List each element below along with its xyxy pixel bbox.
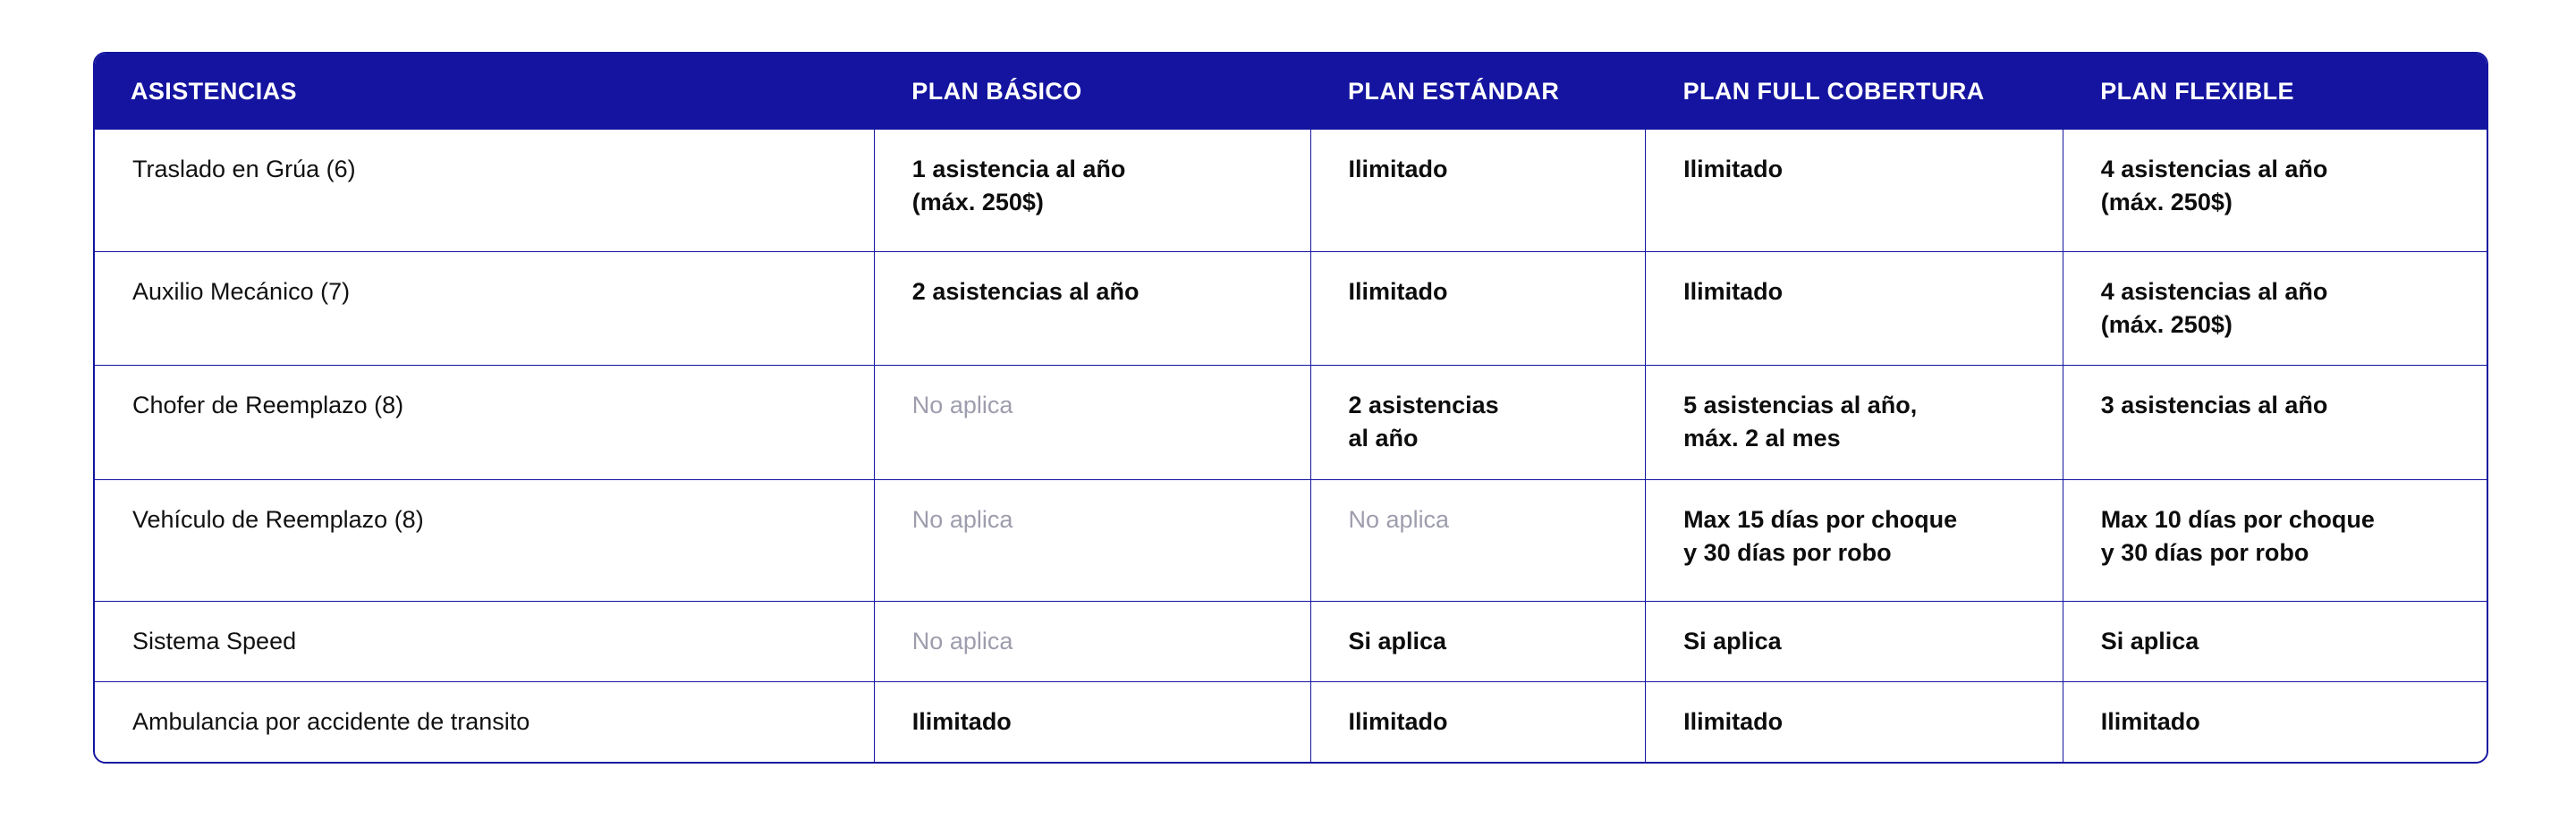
row-label: Sistema Speed — [95, 601, 874, 681]
cell-estandar: Ilimitado — [1310, 251, 1646, 366]
cell-full — [1646, 366, 2063, 480]
row-label: Chofer de Reemplazo (8) — [95, 366, 874, 480]
cell-basico: No aplica — [874, 601, 1310, 681]
cell-line-1: 4 asistencias al año — [2100, 277, 2328, 305]
table-row — [95, 681, 2487, 762]
cell-line-2: y 30 días por robo — [1683, 538, 1892, 566]
cell-line-1: 1 asistencia al año — [911, 156, 1126, 182]
cell-full — [1646, 479, 2063, 601]
cell-full: Ilimitado — [1646, 681, 2063, 762]
cell-basico — [874, 130, 1310, 251]
column-header-plan-basico: PLAN BÁSICO — [874, 54, 1310, 130]
cell-estandar: Si aplica — [1310, 601, 1646, 681]
cell-line-1: 5 asistencias al año, — [1683, 392, 1918, 418]
cell-basico: 2 asistencias al año — [874, 251, 1310, 366]
cell-line-1: 2 asistencias — [1348, 392, 1499, 418]
cell-full: Ilimitado — [1646, 130, 2063, 251]
cell-line-2: al año — [1348, 425, 1419, 452]
cell-estandar: No aplica — [1310, 479, 1646, 601]
cell-estandar — [1310, 366, 1646, 480]
cell-basico: No aplica — [874, 366, 1310, 480]
cell-line-2: (máx. 250$) — [911, 189, 1044, 216]
cell-line-2: y 30 días por robo — [2100, 538, 2309, 566]
row-label: Auxilio Mecánico (7) — [95, 251, 874, 366]
cell-basico: Ilimitado — [874, 681, 1310, 762]
table-row — [95, 130, 2487, 251]
cell-line-2: (máx. 250$) — [2100, 189, 2233, 216]
cell-flexible: 3 asistencias al año — [2063, 366, 2487, 480]
column-header-plan-full-cobertura: PLAN FULL COBERTURA — [1646, 54, 2063, 130]
row-label: Vehículo de Reemplazo (8) — [95, 479, 874, 601]
table-body — [95, 130, 2487, 762]
cell-line-2: (máx. 250$) — [2100, 310, 2233, 338]
table-row — [95, 601, 2487, 681]
table-row — [95, 366, 2487, 480]
table-header — [95, 54, 2487, 130]
cell-flexible — [2063, 251, 2487, 366]
cell-full: Ilimitado — [1646, 251, 2063, 366]
table-header-row — [95, 54, 2487, 130]
cell-full: Si aplica — [1646, 601, 2063, 681]
plan-comparison-table-container — [93, 52, 2488, 764]
row-label: Traslado en Grúa (6) — [95, 130, 874, 251]
column-header-plan-flexible: PLAN FLEXIBLE — [2063, 54, 2487, 130]
cell-line-1: Max 15 días por choque — [1683, 505, 1958, 533]
cell-flexible — [2063, 479, 2487, 601]
cell-flexible: Si aplica — [2063, 601, 2487, 681]
cell-estandar: Ilimitado — [1310, 130, 1646, 251]
cell-flexible: Ilimitado — [2063, 681, 2487, 762]
cell-line-1: 4 asistencias al año — [2100, 156, 2328, 182]
column-header-asistencias: ASISTENCIAS — [95, 54, 874, 130]
cell-basico: No aplica — [874, 479, 1310, 601]
cell-flexible — [2063, 130, 2487, 251]
cell-line-2: máx. 2 al mes — [1683, 425, 1841, 452]
cell-estandar: Ilimitado — [1310, 681, 1646, 762]
column-header-plan-estandar: PLAN ESTÁNDAR — [1310, 54, 1646, 130]
plan-comparison-table — [95, 54, 2487, 762]
cell-line-1: Max 10 días por choque — [2100, 505, 2375, 533]
table-row — [95, 251, 2487, 366]
table-row — [95, 479, 2487, 601]
row-label: Ambulancia por accidente de transito — [95, 681, 874, 762]
